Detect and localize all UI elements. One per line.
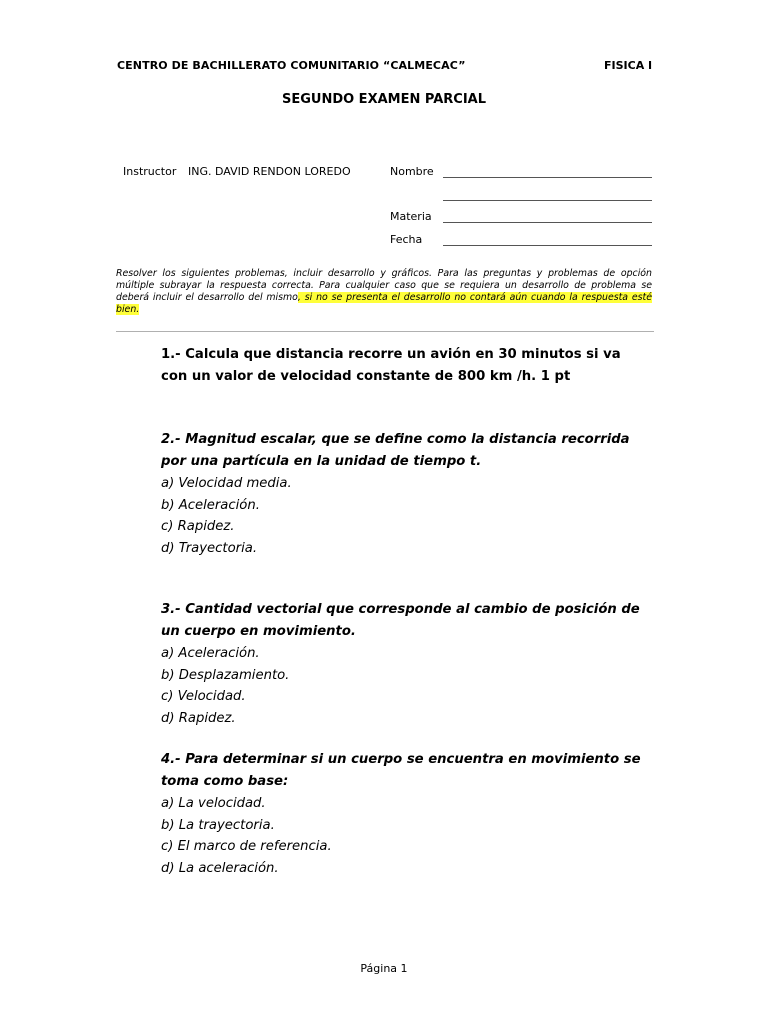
fecha-label: Fecha [390, 233, 423, 246]
subject-name: FISICA I [604, 59, 653, 72]
nombre-label: Nombre [390, 165, 434, 178]
nombre-line-1[interactable] [443, 177, 652, 178]
question-3-block [161, 599, 651, 729]
fecha-line[interactable] [443, 245, 652, 246]
question-2-option-b[interactable]: b) Aceleración. [161, 497, 260, 513]
question-2-text: 2.- Magnitud escalar, que se define como la distancia recorrida por una partícula en la unidad de tiempo t. [161, 432, 630, 469]
question-4-text: 4.- Para determinar si un cuerpo se encuentra en movimiento se toma como base: [161, 752, 641, 789]
question-4-option-a[interactable]: a) La velocidad. [161, 796, 266, 811]
question-2-option-d[interactable]: d) Trayectoria. [161, 540, 258, 556]
section-divider [116, 331, 654, 332]
question-4-option-b[interactable]: b) La trayectoria. [161, 817, 275, 833]
question-3-option-b[interactable]: b) Desplazamiento. [161, 667, 290, 683]
question-4-block [161, 749, 651, 879]
nombre-line-2[interactable] [443, 200, 652, 201]
question-2-block [161, 429, 651, 559]
instructions-highlight: , si no se presenta el desarrollo no contará aún cuando la respuesta esté bien. [116, 292, 652, 315]
instructions-text [116, 268, 652, 316]
school-name: CENTRO DE BACHILLERATO COMUNITARIO “CALMECAC” [117, 59, 466, 72]
instructor-label: Instructor [123, 165, 177, 178]
question-2-option-a[interactable]: a) Velocidad media. [161, 476, 292, 491]
question-1: 1.- Calcula que distancia recorre un avión en 30 minutos si va con un valor de velocidad constante de 800 km /h. 1 pt [161, 347, 621, 384]
question-3-option-d[interactable]: d) Rapidez. [161, 710, 236, 726]
question-2-option-c[interactable]: c) Rapidez. [161, 519, 235, 534]
question-3-text: 3.- Cantidad vectorial que corresponde al cambio de posición de un cuerpo en movimiento. [161, 602, 640, 639]
instructor-value: ING. DAVID RENDON LOREDO [188, 165, 351, 178]
question-4-option-c[interactable]: c) El marco de referencia. [161, 839, 332, 854]
question-3-option-a[interactable]: a) Aceleración. [161, 646, 260, 661]
materia-line[interactable] [443, 222, 652, 223]
question-4-option-d[interactable]: d) La aceleración. [161, 860, 279, 876]
instructions-plain: Resolver los siguientes problemas, incluir desarrollo y gráficos. Para las preguntas y problemas de opción múltiple subrayar la respuesta correcta. Para cualquier caso que se requiera un desarrollo de problema se deberá incluir el desarrollo del mismo [116, 268, 652, 303]
question-3-option-c[interactable]: c) Velocidad. [161, 689, 246, 704]
page-number: Página 1 [360, 962, 408, 975]
exam-title: SEGUNDO EXAMEN PARCIAL [281, 92, 487, 107]
materia-label: Materia [390, 210, 432, 223]
